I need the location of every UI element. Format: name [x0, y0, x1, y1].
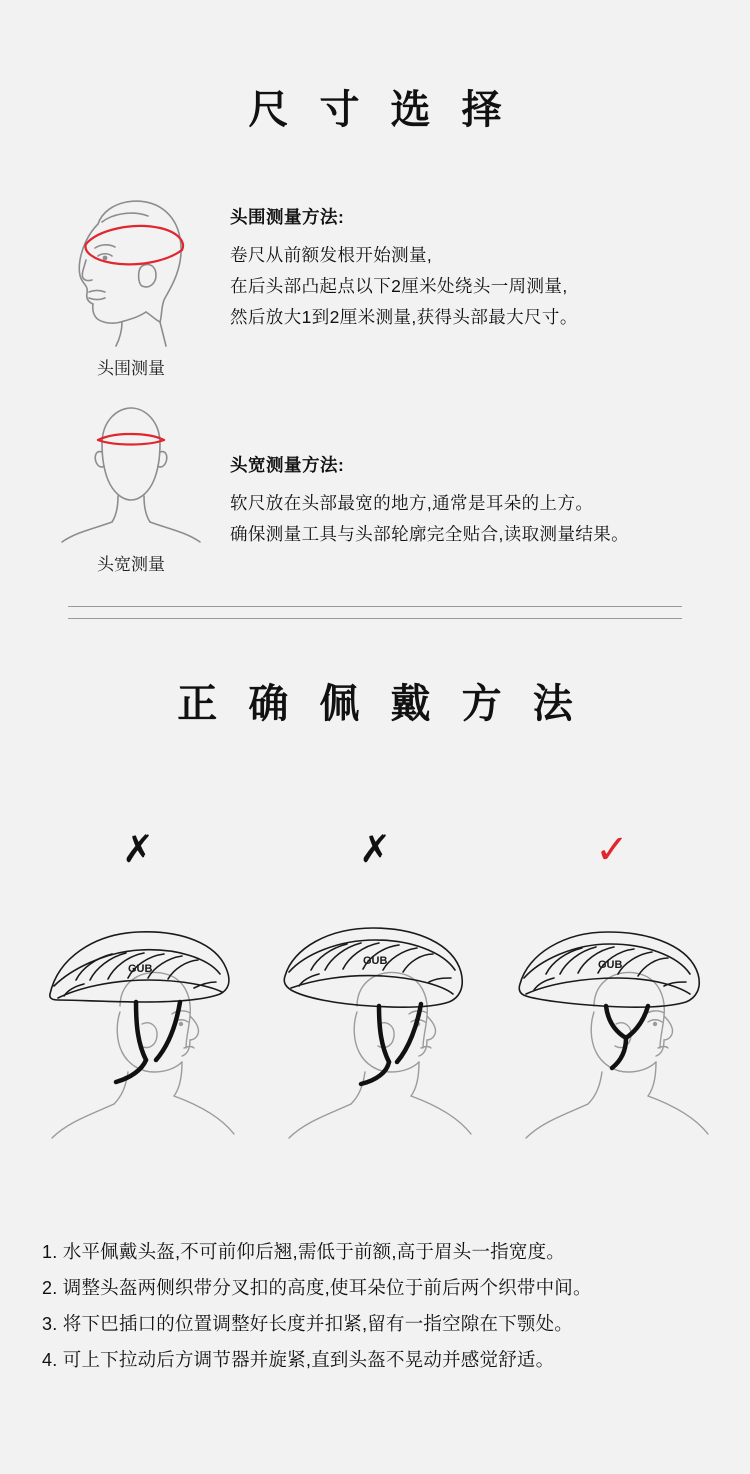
list-item: [42, 1270, 722, 1306]
list-item-number-2: 2.: [42, 1278, 58, 1298]
helmet-brand-label-3: GUB: [598, 959, 623, 971]
list-item: [42, 1306, 722, 1342]
list-item: [42, 1234, 722, 1270]
head-width-figure-caption: 头宽测量: [97, 555, 165, 574]
list-item-text-4: 可上下拉动后方调节器并旋紧,直到头盔不晃动并感觉舒适。: [62, 1349, 555, 1370]
cross-icon-1: ✗: [122, 829, 154, 871]
divider-line-bottom: [68, 618, 682, 619]
list-item-text-2: 调整头盔两侧织带分叉扣的高度,使耳朵位于前后两个织带中间。: [62, 1277, 592, 1298]
list-item-number-3: 3.: [42, 1314, 58, 1334]
helmet-brand-label-1: GUB: [128, 963, 153, 975]
helmet-example-correct: [498, 828, 726, 1196]
head-circumference-heading: 头围测量方法:: [230, 207, 345, 227]
head-width-line-1: 软尺放在头部最宽的地方,通常是耳朵的上方。: [230, 493, 594, 513]
head-width-heading: 头宽测量方法:: [230, 455, 345, 475]
helmet-example-wrong-1: [24, 828, 252, 1196]
helmet-on-head-illustration-3: [498, 876, 726, 1196]
check-icon: ✓: [595, 828, 629, 872]
head-circumference-figure: [36, 180, 226, 379]
helmet-brand-label-2: GUB: [363, 955, 388, 967]
helmet-example-wrong-2: [261, 828, 489, 1196]
head-circumference-line-2: 在后头部凸起点以下2厘米处绕头一周测量,: [230, 276, 568, 296]
divider-line-top: [68, 606, 682, 607]
helmet-on-head-illustration-2: [261, 876, 489, 1196]
list-item-text-3: 将下巴插口的位置调整好长度并扣紧,留有一指空隙在下颚处。: [62, 1313, 574, 1334]
cross-icon-2: ✗: [359, 829, 391, 871]
list-item: [42, 1342, 722, 1378]
page-title-correct-wearing: 正 确 佩 戴 方 法: [177, 682, 583, 726]
head-width-block: [36, 396, 629, 575]
head-circumference-figure-caption: 头围测量: [97, 359, 165, 378]
head-side-profile-icon: [36, 180, 226, 350]
head-width-figure: [36, 396, 226, 575]
list-item-number-1: 1.: [42, 1242, 58, 1262]
head-circumference-line-3: 然后放大1到2厘米测量,获得头部最大尺寸。: [230, 307, 578, 327]
head-width-line-2: 确保测量工具与头部轮廓完全贴合,读取测量结果。: [230, 524, 630, 544]
helmet-on-head-illustration-1: [24, 876, 252, 1196]
head-width-text: [230, 396, 629, 550]
head-circumference-line-1: 卷尺从前额发根开始测量,: [230, 245, 433, 265]
page-title-size-selection: 尺 寸 选 择: [248, 88, 512, 132]
head-circumference-text: [230, 180, 578, 333]
head-front-view-icon: [36, 396, 226, 546]
wearing-instructions-list: [42, 1234, 722, 1378]
list-item-text-1: 水平佩戴头盔,不可前仰后翘,需低于前额,高于眉头一指宽度。: [62, 1241, 565, 1262]
helmet-illustration-row: [0, 828, 750, 1196]
list-item-number-4: 4.: [42, 1350, 58, 1370]
head-circumference-block: [36, 180, 578, 379]
